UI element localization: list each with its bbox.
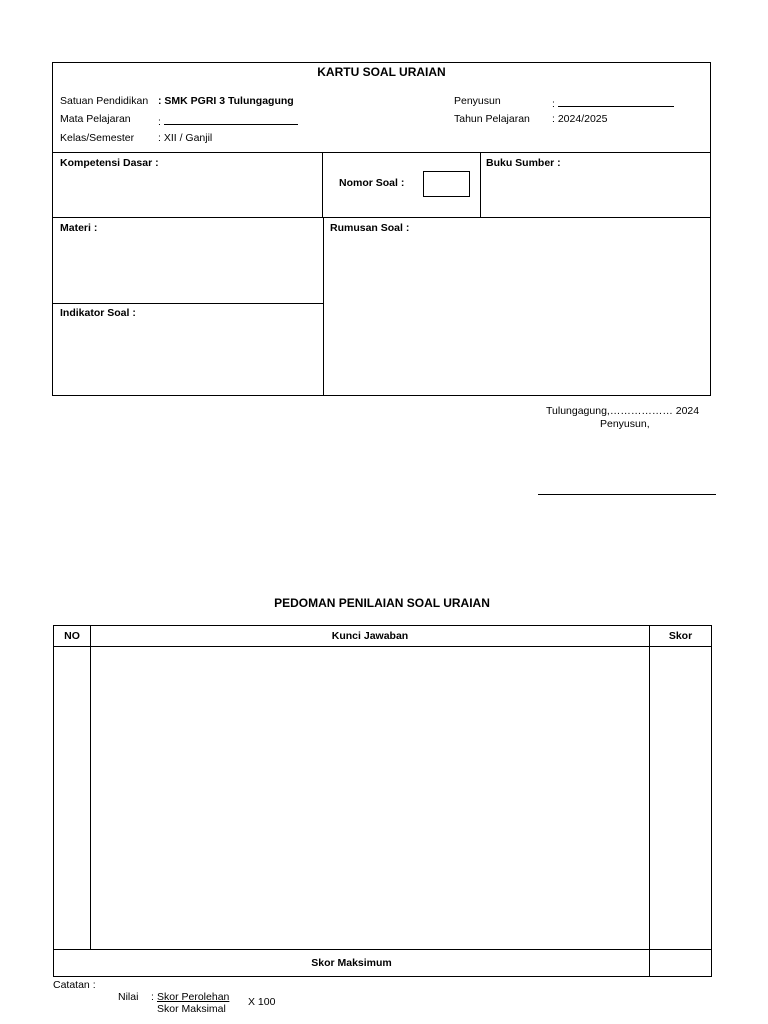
card-title: KARTU SOAL URAIAN <box>317 65 446 79</box>
info-label-tahun: Tahun Pelajaran <box>454 113 530 125</box>
nomor-soal-box[interactable] <box>423 171 470 197</box>
table-footer-row <box>54 950 712 977</box>
card-divider-middle <box>52 217 711 218</box>
catatan-label: Catatan : <box>53 979 96 991</box>
signature-line <box>538 494 716 495</box>
card-divider-top <box>52 152 711 153</box>
kompetensi-dasar-label: Kompetensi Dasar : <box>60 157 159 169</box>
indikator-soal-label: Indikator Soal : <box>60 307 136 319</box>
info-value-tahun: : 2024/2025 <box>552 113 608 125</box>
card-divider-kd-right <box>322 152 323 217</box>
nomor-soal-label: Nomor Soal : <box>339 177 405 189</box>
signature-role: Penyusun, <box>600 418 650 430</box>
nilai-denominator: Skor Maksimal <box>157 1003 226 1015</box>
nilai-numerator: Skor Perolehan <box>157 991 230 1003</box>
guide-title: PEDOMAN PENILAIAN SOAL URAIAN <box>274 596 490 610</box>
nilai-multiplier: X 100 <box>248 996 276 1008</box>
body-skor-cell[interactable] <box>650 647 712 950</box>
footer-skor-cell[interactable] <box>650 950 712 977</box>
info-value-satuan: : SMK PGRI 3 Tulungagung <box>158 95 294 107</box>
header-kunci-jawaban: Kunci Jawaban <box>91 626 650 647</box>
card-divider-nomor-right <box>480 152 481 217</box>
info-label-mapel: Mata Pelajaran <box>60 113 131 125</box>
info-label-satuan: Satuan Pendidikan <box>60 95 149 107</box>
body-kunci-cell[interactable] <box>91 647 650 950</box>
info-value-penyusun-colon: : <box>552 98 555 110</box>
table-header-row <box>54 626 712 647</box>
body-no-cell[interactable] <box>54 647 91 950</box>
buku-sumber-label: Buku Sumber : <box>486 157 561 169</box>
table-body-row <box>54 647 712 950</box>
info-value-kelas: : XII / Ganjil <box>158 132 213 144</box>
rumusan-soal-label: Rumusan Soal : <box>330 222 410 234</box>
header-no: NO <box>54 626 91 647</box>
info-label-penyusun: Penyusun <box>454 95 501 107</box>
mapel-blank-line <box>164 113 298 125</box>
materi-label: Materi : <box>60 222 98 234</box>
header-skor: Skor <box>650 626 712 647</box>
footer-skor-maksimum: Skor Maksimum <box>54 950 650 977</box>
info-value-mapel-colon: : <box>158 116 161 128</box>
penyusun-blank-line <box>558 95 674 107</box>
signature-place-date: Tulungagung,……………… 2024 <box>546 405 700 417</box>
info-value-mapel <box>158 113 298 128</box>
card-divider-materi-bottom <box>52 303 323 304</box>
info-label-kelas: Kelas/Semester <box>60 132 135 144</box>
nilai-colon: : <box>151 991 154 1003</box>
info-value-penyusun <box>552 95 674 110</box>
card-divider-materi-right <box>323 217 324 396</box>
nilai-label: Nilai <box>118 991 139 1003</box>
scoring-guide-table <box>53 625 712 977</box>
